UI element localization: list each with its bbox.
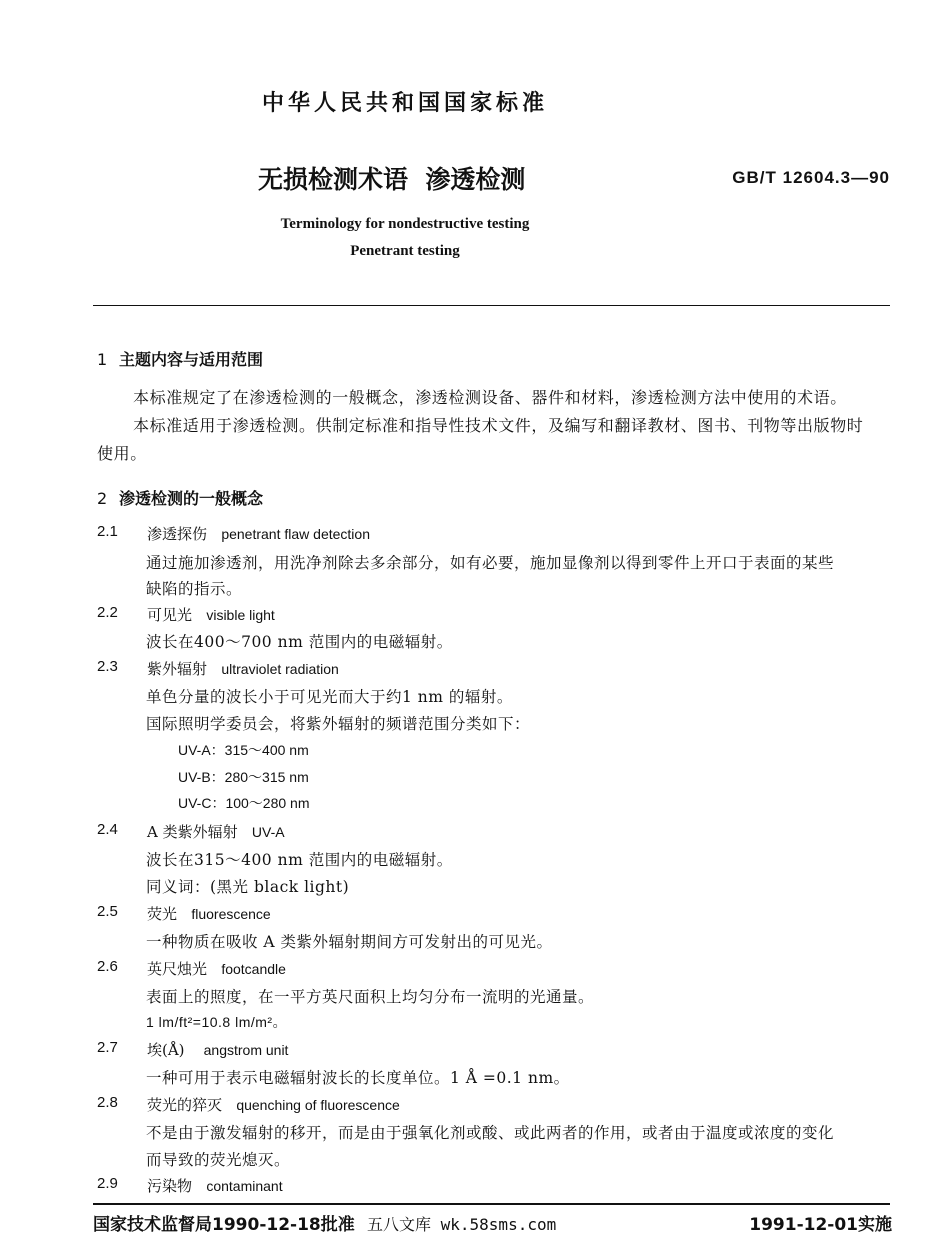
term-definition: 波长在315～400 nm 范围内的电磁辐射。 xyxy=(146,851,453,869)
term-number: 2.3 xyxy=(97,658,118,675)
term-name: 紫外辐射 ultraviolet radiation xyxy=(147,660,339,678)
term-entry xyxy=(97,604,797,624)
footer-divider xyxy=(93,1203,890,1205)
section-number: 1 xyxy=(97,350,108,369)
term-definition: 单色分量的波长小于可见光而大于约1 nm 的辐射。 xyxy=(146,688,513,706)
term-definition: 一种物质在吸收 A 类紫外辐射期间方可发射出的可见光。 xyxy=(146,933,553,951)
term-number: 2.2 xyxy=(97,604,118,621)
term-name-en: ultraviolet radiation xyxy=(221,661,339,677)
term-number: 2.9 xyxy=(97,1175,118,1192)
uv-range-a: UV-A：315～400 nm xyxy=(178,742,309,758)
term-entry xyxy=(97,1175,797,1195)
watermark-text: 五八文库 wk.58sms.com xyxy=(367,1215,557,1234)
implementation-date: 1991-12-01实施 xyxy=(749,1215,892,1235)
term-number: 2.7 xyxy=(97,1039,118,1056)
term-definition: 通过施加渗透剂，用洗净剂除去多余部分，如有必要，施加显像剂以得到零件上开口于表面的某些 xyxy=(146,554,835,572)
header-divider xyxy=(93,305,890,306)
term-entry xyxy=(97,903,797,923)
section-title: 主题内容与适用范围 xyxy=(119,350,264,369)
term-name-en: angstrom unit xyxy=(203,1042,289,1058)
document-title-en-line2: Penetrant testing xyxy=(350,243,460,259)
term-name-en: contaminant xyxy=(206,1178,283,1194)
term-number: 2.5 xyxy=(97,903,118,920)
term-definition: 波长在400～700 nm 范围内的电磁辐射。 xyxy=(146,633,453,651)
uv-range-b: UV-B：280～315 nm xyxy=(178,769,309,785)
term-name: 荧光 fluorescence xyxy=(147,905,271,923)
term-name: 渗透探伤 penetrant flaw detection xyxy=(147,525,370,543)
term-name-en: UV-A xyxy=(251,824,285,840)
section-2-heading xyxy=(97,486,263,509)
term-name: 英尺烛光 footcandle xyxy=(147,960,286,978)
term-definition: 不是由于激发辐射的移开，而是由于强氧化剂或酸、或此两者的作用，或者由于温度或浓度的变化 xyxy=(146,1124,835,1142)
term-definition-cont: 国际照明学委员会，将紫外辐射的频谱范围分类如下： xyxy=(146,715,531,733)
term-number: 2.1 xyxy=(97,523,118,540)
section-title: 渗透检测的一般概念 xyxy=(119,489,264,508)
term-entry xyxy=(97,1094,797,1114)
term-name: A 类紫外辐射 UV-A xyxy=(147,823,285,841)
term-name: 污染物 contaminant xyxy=(147,1177,283,1195)
term-name-en: footcandle xyxy=(221,961,286,977)
term-number: 2.6 xyxy=(97,958,118,975)
term-entry xyxy=(97,658,797,678)
term-synonym: 同义词：(黑光 black light) xyxy=(146,878,350,896)
term-name-en: penetrant flaw detection xyxy=(221,526,370,542)
term-formula: 1 lm/ft²=10.8 lm/m²。 xyxy=(146,1014,288,1030)
section-1-paragraph-2: 本标准适用于渗透检测。供制定标准和指导性技术文件，及编写和翻译教材、图书、刊物等出版物时 xyxy=(133,416,864,435)
term-name-en: quenching of fluorescence xyxy=(236,1097,400,1113)
approval-statement: 国家技术监督局1990-12-18批准 xyxy=(93,1215,355,1235)
term-definition: 一种可用于表示电磁辐射波长的长度单位。1 Å =0.1 nm。 xyxy=(146,1069,570,1087)
term-entry xyxy=(97,958,797,978)
term-number: 2.8 xyxy=(97,1094,118,1111)
national-standard-heading: 中华人民共和国国家标准 xyxy=(261,91,548,116)
term-number: 2.4 xyxy=(97,821,118,838)
term-name-en: fluorescence xyxy=(191,906,271,922)
section-1-paragraph-1: 本标准规定了在渗透检测的一般概念，渗透检测设备、器件和材料，渗透检测方法中使用的术语。 xyxy=(133,388,847,407)
term-definition: 表面上的照度，在一平方英尺面积上均匀分布一流明的光通量。 xyxy=(146,988,595,1006)
section-number: 2 xyxy=(97,489,108,508)
document-title-en-line1: Terminology for nondestructive testing xyxy=(280,216,530,232)
term-definition-cont: 而导致的荧光熄灭。 xyxy=(146,1151,291,1169)
standard-number: GB/T 12604.3—90 xyxy=(732,168,890,187)
term-name: 荧光的猝灭 quenching of fluorescence xyxy=(147,1096,400,1114)
term-entry xyxy=(97,821,797,841)
term-name: 可见光 visible light xyxy=(147,606,275,624)
term-entry xyxy=(97,523,797,543)
document-title-zh: 无损检测术语 渗透检测 xyxy=(258,165,526,194)
term-name: 埃(Å) angstrom unit xyxy=(147,1041,289,1059)
uv-range-c: UV-C：100～280 nm xyxy=(178,795,310,811)
section-1-paragraph-2-cont: 使用。 xyxy=(97,444,147,463)
section-1-heading xyxy=(97,347,263,370)
term-name-en: visible light xyxy=(206,607,275,623)
term-entry xyxy=(97,1039,797,1059)
term-definition-cont: 缺陷的指示。 xyxy=(146,580,243,598)
